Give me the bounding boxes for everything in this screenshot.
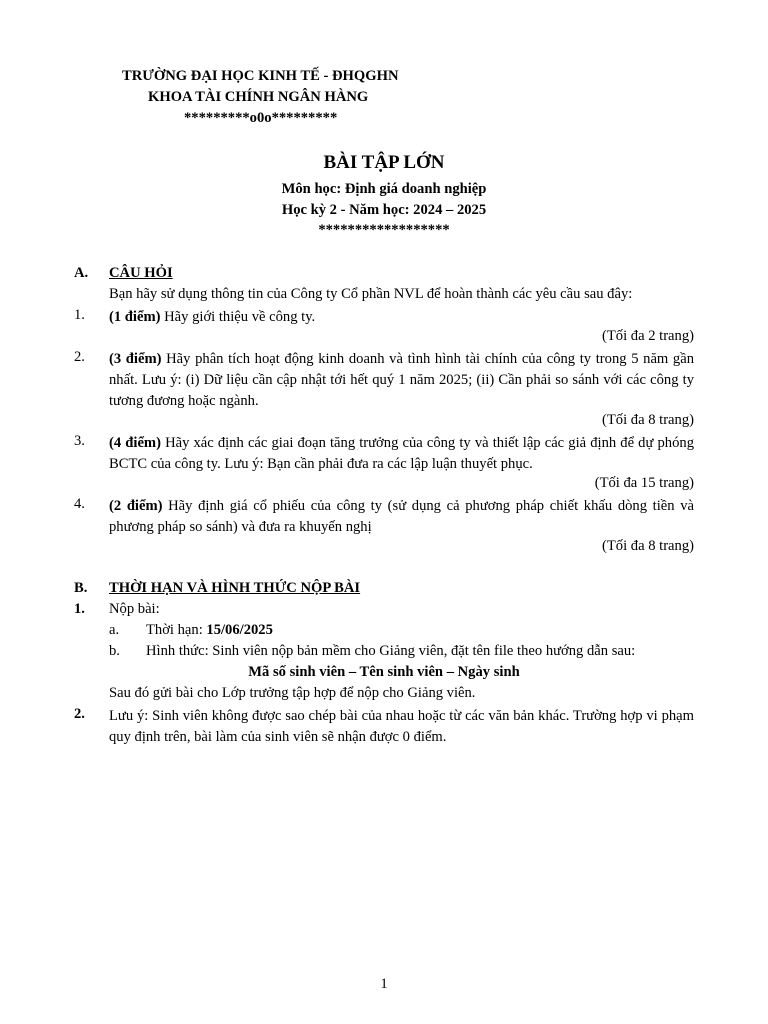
filename-format: Mã số sinh viên – Tên sinh viên – Ngày sinh [248, 664, 520, 680]
doc-title: BÀI TẬP LỚN [323, 152, 445, 173]
question-text: Hãy định giá cổ phiếu của công ty (sử dụng cả phương pháp chiết khấu dòng tiền và phương pháp so sánh) và đưa ra khuyến nghị [109, 498, 694, 535]
section-a-intro: Bạn hãy sử dụng thông tin của Công ty Cổ phần NVL để hoàn thành các yêu cầu sau đây: [109, 286, 633, 302]
question-2 [109, 349, 694, 412]
question-points: (2 điểm) [109, 498, 163, 514]
header-ornament: *********o0o********* [184, 110, 338, 126]
section-b-marker: B. [74, 580, 88, 596]
page-limit: (Tối đa 8 trang) [602, 412, 694, 428]
question-number: 1. [74, 307, 85, 323]
section-b-heading: THỜI HẠN VÀ HÌNH THỨC NỘP BÀI [109, 580, 361, 596]
sub-marker-b: b. [109, 643, 120, 659]
question-number: 3. [74, 433, 85, 449]
page-number: 1 [380, 976, 388, 992]
university-name: TRƯỜNG ĐẠI HỌC KINH TẾ - ĐHQGHN [122, 68, 399, 84]
submission-label: Nộp bài: [109, 601, 160, 617]
deadline-line [146, 622, 273, 639]
question-points: (4 điểm) [109, 435, 161, 451]
faculty-name: KHOA TÀI CHÍNH NGÂN HÀNG [148, 89, 369, 105]
subject-line: Môn học: Định giá doanh nghiệp [281, 181, 487, 197]
title-stars: ****************** [318, 222, 450, 238]
question-points: (3 điểm) [109, 351, 162, 367]
question-1 [109, 307, 694, 328]
sub-marker-a: a. [109, 622, 120, 638]
question-text: Hãy giới thiệu về công ty. [160, 309, 316, 325]
item-number: 2. [74, 706, 85, 722]
question-4 [109, 496, 694, 538]
question-text: Hãy xác định các giai đoạn tăng trưởng của công ty và thiết lập các giả định để dự phóng BCTC của công ty. Lưu ý: Bạn cần phải đưa ra các lập luận thuyết phục. [109, 435, 694, 472]
page-limit: (Tối đa 15 trang) [594, 475, 694, 491]
deadline-date: 15/06/2025 [206, 622, 273, 638]
plagiarism-note: Lưu ý: Sinh viên không được sao chép bài của nhau hoặc từ các văn bản khác. Trường hợp vi phạm quy định trên, bài làm của sinh viên sẽ nhận được 0 điểm. [109, 708, 694, 745]
question-points: (1 điểm) [109, 309, 161, 325]
submission-format: Hình thức: Sinh viên nộp bản mềm cho Giảng viên, đặt tên file theo hướng dẫn sau: [146, 643, 636, 659]
question-3 [109, 433, 694, 475]
term-line: Học kỳ 2 - Năm học: 2024 – 2025 [281, 202, 487, 218]
submission-note: Sau đó gửi bài cho Lớp trưởng tập hợp để nộp cho Giảng viên. [109, 685, 476, 701]
item-number: 1. [74, 601, 85, 617]
section-a-marker: A. [74, 265, 89, 281]
question-number: 4. [74, 496, 85, 512]
page-limit: (Tối đa 2 trang) [602, 328, 694, 344]
deadline-label: Thời hạn: [146, 622, 207, 638]
section-a-heading: CÂU HỎI [109, 265, 173, 281]
page-limit: (Tối đa 8 trang) [602, 538, 694, 554]
question-number: 2. [74, 349, 85, 365]
question-text: Hãy phân tích hoạt động kinh doanh và tình hình tài chính của công ty trong 5 năm gần nhất. Lưu ý: (i) Dữ liệu cần cập nhật tới hết quý 1 năm 2025; (ii) Cần phải so sánh với các công ty tương đương hoặc ngành. [109, 351, 694, 409]
